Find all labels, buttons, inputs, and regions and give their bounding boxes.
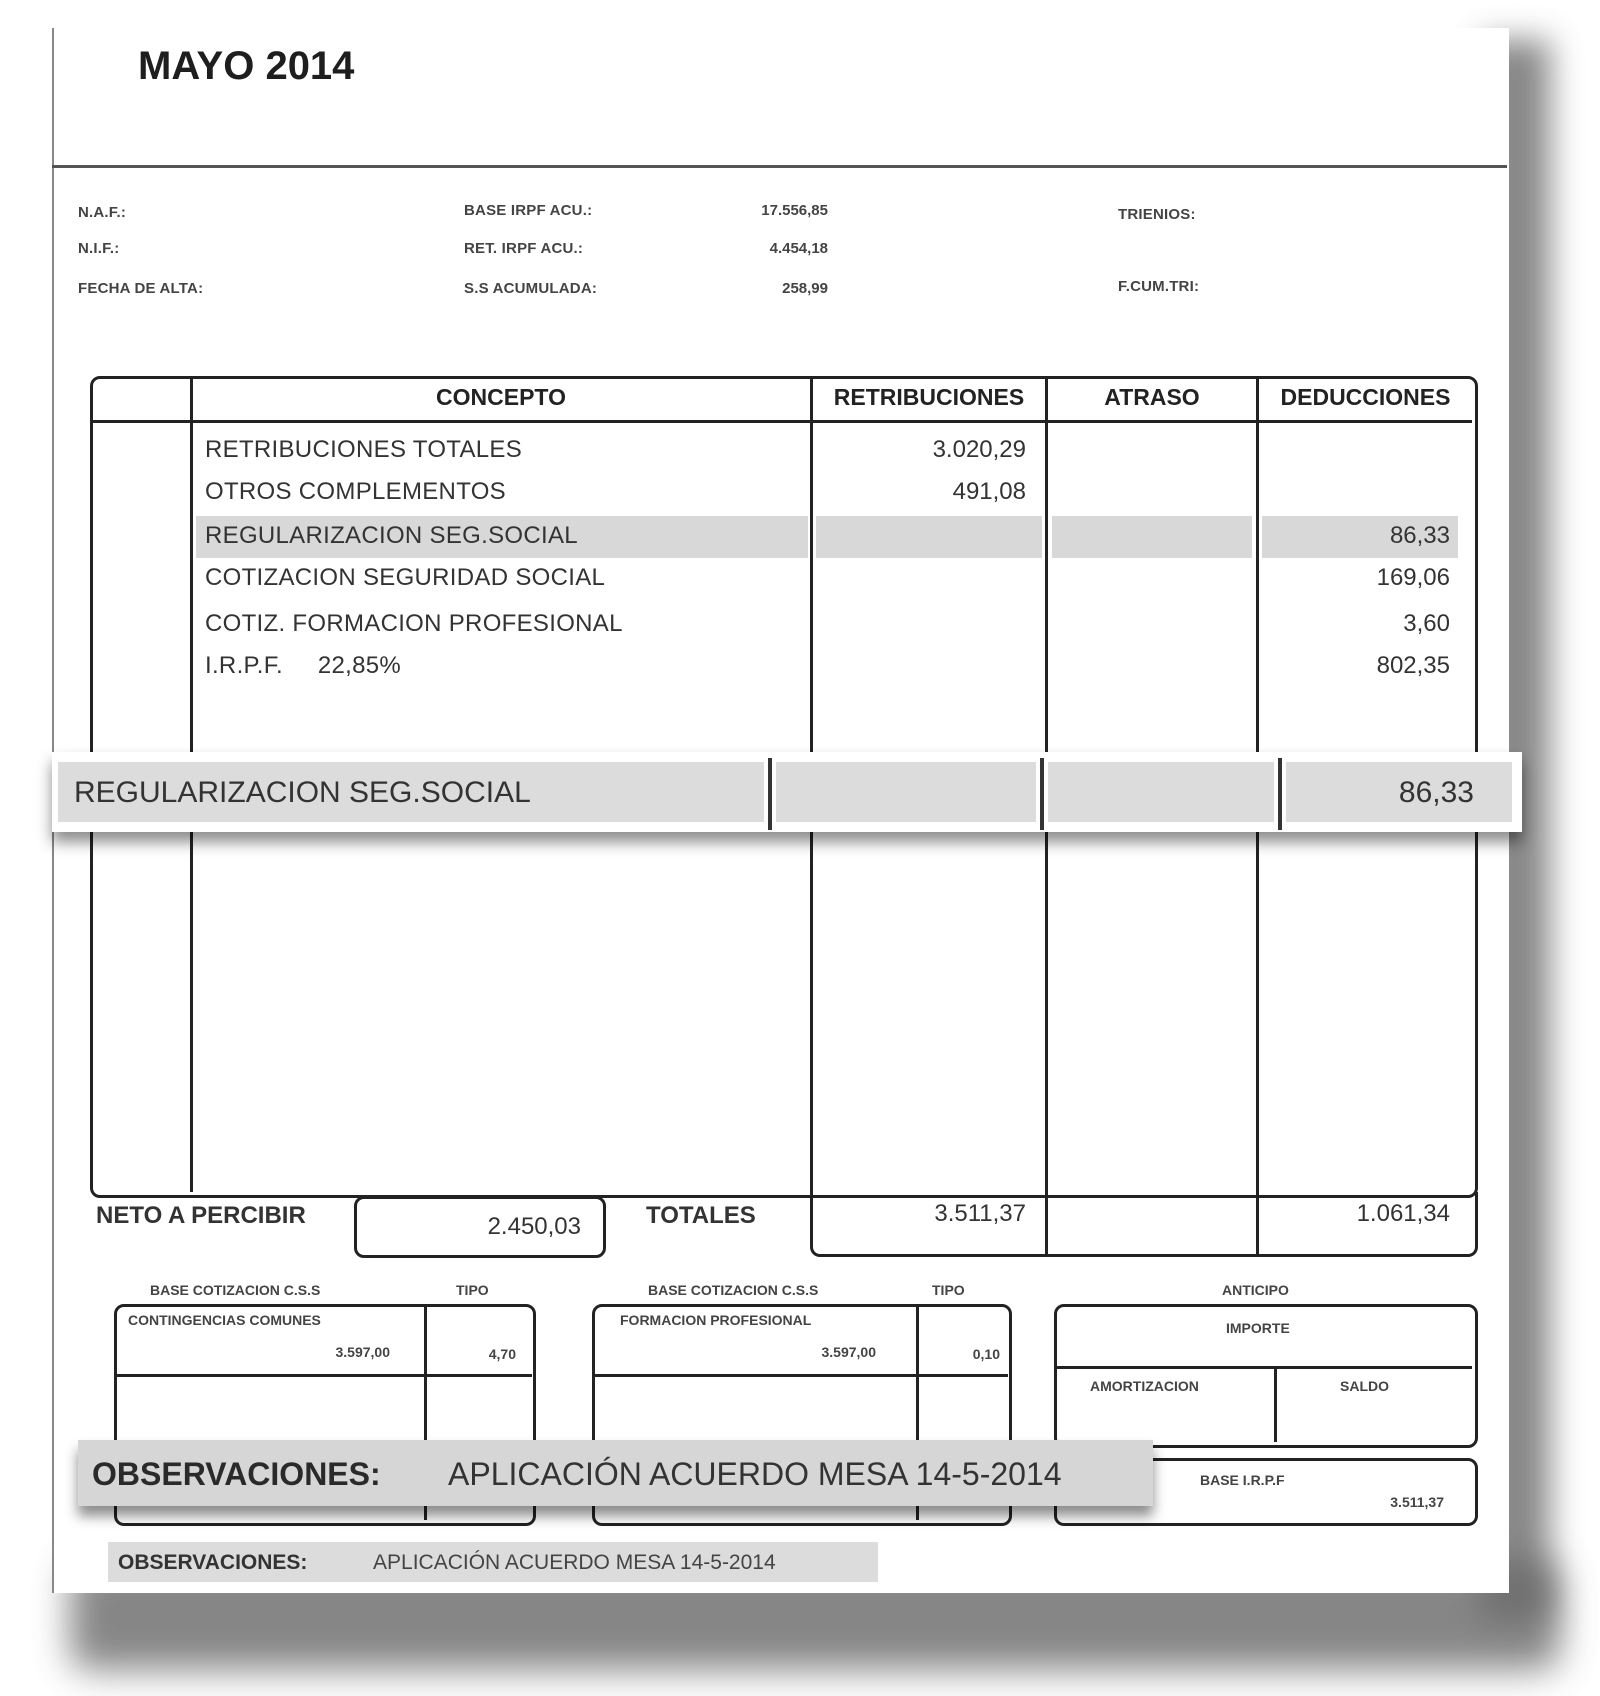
cc-tipo: 4,70 bbox=[488, 1346, 516, 1362]
fp-tipo-header: TIPO bbox=[932, 1282, 965, 1298]
base-irpf-value: 3.511,37 bbox=[1390, 1494, 1444, 1510]
base-irpf-label: BASE I.R.P.F bbox=[1200, 1472, 1285, 1488]
totals-divider bbox=[1256, 1192, 1259, 1254]
row-concept: COTIZACION SEGURIDAD SOCIAL bbox=[205, 564, 606, 591]
row-retrib: 3.020,29 bbox=[932, 436, 1026, 463]
row-concept: RETRIBUCIONES TOTALES bbox=[205, 436, 523, 463]
observaciones-label: OBSERVACIONES: bbox=[92, 1456, 381, 1492]
ss-acumulada-value: 258,99 bbox=[782, 280, 828, 297]
observaciones-strip bbox=[108, 1542, 878, 1582]
observaciones-value: APLICACIÓN ACUERDO MESA 14-5-2014 bbox=[448, 1456, 1062, 1492]
band-value: 86,33 bbox=[1398, 776, 1474, 809]
fp-label: FORMACION PROFESIONAL bbox=[620, 1312, 812, 1328]
observaciones-value-small: APLICACIÓN ACUERDO MESA 14-5-2014 bbox=[373, 1551, 776, 1574]
nif-label: N.I.F.: bbox=[78, 240, 120, 257]
col-header-atraso: ATRASO bbox=[1104, 384, 1200, 410]
row-concept: REGULARIZACION SEG.SOCIAL bbox=[205, 522, 578, 549]
anticipo-header: ANTICIPO bbox=[1222, 1282, 1289, 1298]
magnified-observaciones-band bbox=[78, 1440, 1153, 1506]
neto-label: NETO A PERCIBIR bbox=[96, 1202, 306, 1229]
cc-value: 3.597,00 bbox=[335, 1344, 390, 1360]
page-title: MAYO 2014 bbox=[138, 44, 355, 88]
row-concept: COTIZ. FORMACION PROFESIONAL bbox=[205, 610, 623, 637]
deduc-total: 1.061,34 bbox=[1356, 1200, 1450, 1227]
retrib-total: 3.511,37 bbox=[934, 1200, 1026, 1227]
row-deduc: 86,33 bbox=[1389, 522, 1450, 549]
row-concept: OTROS COMPLEMENTOS bbox=[205, 478, 506, 505]
col-header-concepto: CONCEPTO bbox=[436, 384, 566, 410]
band-retrib-cell bbox=[776, 762, 1036, 822]
row-highlight bbox=[816, 516, 1042, 558]
fp-value: 3.597,00 bbox=[821, 1344, 876, 1360]
base-irpf-acu-value: 17.556,85 bbox=[761, 202, 828, 219]
row-highlight bbox=[1052, 516, 1252, 558]
fp-box-divider bbox=[594, 1374, 1008, 1377]
row-deduc: 169,06 bbox=[1376, 564, 1450, 591]
saldo-label: SALDO bbox=[1340, 1378, 1389, 1394]
row-concept: I.R.P.F. 22,85% bbox=[205, 652, 402, 679]
anticipo-box-divider bbox=[1274, 1368, 1277, 1442]
neto-value: 2.450,03 bbox=[487, 1213, 581, 1240]
band-atraso-cell bbox=[1048, 762, 1274, 822]
cc-label: CONTINGENCIAS COMUNES bbox=[128, 1312, 321, 1328]
fecha-alta-label: FECHA DE ALTA: bbox=[78, 280, 204, 297]
band-separator bbox=[1040, 758, 1044, 830]
band-label: REGULARIZACION SEG.SOCIAL bbox=[74, 776, 531, 809]
totals-divider bbox=[1045, 1192, 1048, 1254]
col-header-deducciones: DEDUCCIONES bbox=[1280, 384, 1451, 410]
importe-label: IMPORTE bbox=[1226, 1320, 1290, 1336]
col-header-retribuciones: RETRIBUCIONES bbox=[833, 384, 1025, 410]
table-header-divider bbox=[92, 420, 1472, 423]
ret-irpf-acu-value: 4.454,18 bbox=[769, 240, 828, 257]
ss-acumulada-label: S.S ACUMULADA: bbox=[464, 280, 598, 297]
row-retrib: 491,08 bbox=[952, 478, 1026, 505]
cc-tipo-header: TIPO bbox=[456, 1282, 489, 1298]
neto-box bbox=[354, 1196, 606, 1258]
header-divider bbox=[52, 165, 1507, 168]
observaciones-label-small: OBSERVACIONES: bbox=[118, 1551, 308, 1574]
base-irpf-acu-label: BASE IRPF ACU.: bbox=[464, 202, 593, 219]
fp-header: BASE COTIZACION C.S.S bbox=[648, 1282, 819, 1298]
fp-tipo: 0,10 bbox=[972, 1346, 1000, 1362]
band-separator bbox=[768, 758, 772, 830]
totales-label: TOTALES bbox=[646, 1202, 756, 1229]
naf-label: N.A.F.: bbox=[78, 204, 127, 221]
cc-header: BASE COTIZACION C.S.S bbox=[150, 1282, 321, 1298]
magnified-row-band bbox=[52, 752, 1522, 832]
anticipo-box-divider bbox=[1056, 1366, 1472, 1369]
amortizacion-label: AMORTIZACION bbox=[1090, 1378, 1199, 1394]
cc-box-divider bbox=[116, 1374, 532, 1377]
row-deduc: 802,35 bbox=[1376, 652, 1450, 679]
ret-irpf-acu-label: RET. IRPF ACU.: bbox=[464, 240, 584, 257]
f-cum-tri-label: F.CUM.TRI: bbox=[1118, 278, 1200, 295]
band-separator bbox=[1278, 758, 1282, 830]
row-deduc: 3,60 bbox=[1403, 610, 1450, 637]
trienios-label: TRIENIOS: bbox=[1118, 206, 1196, 223]
